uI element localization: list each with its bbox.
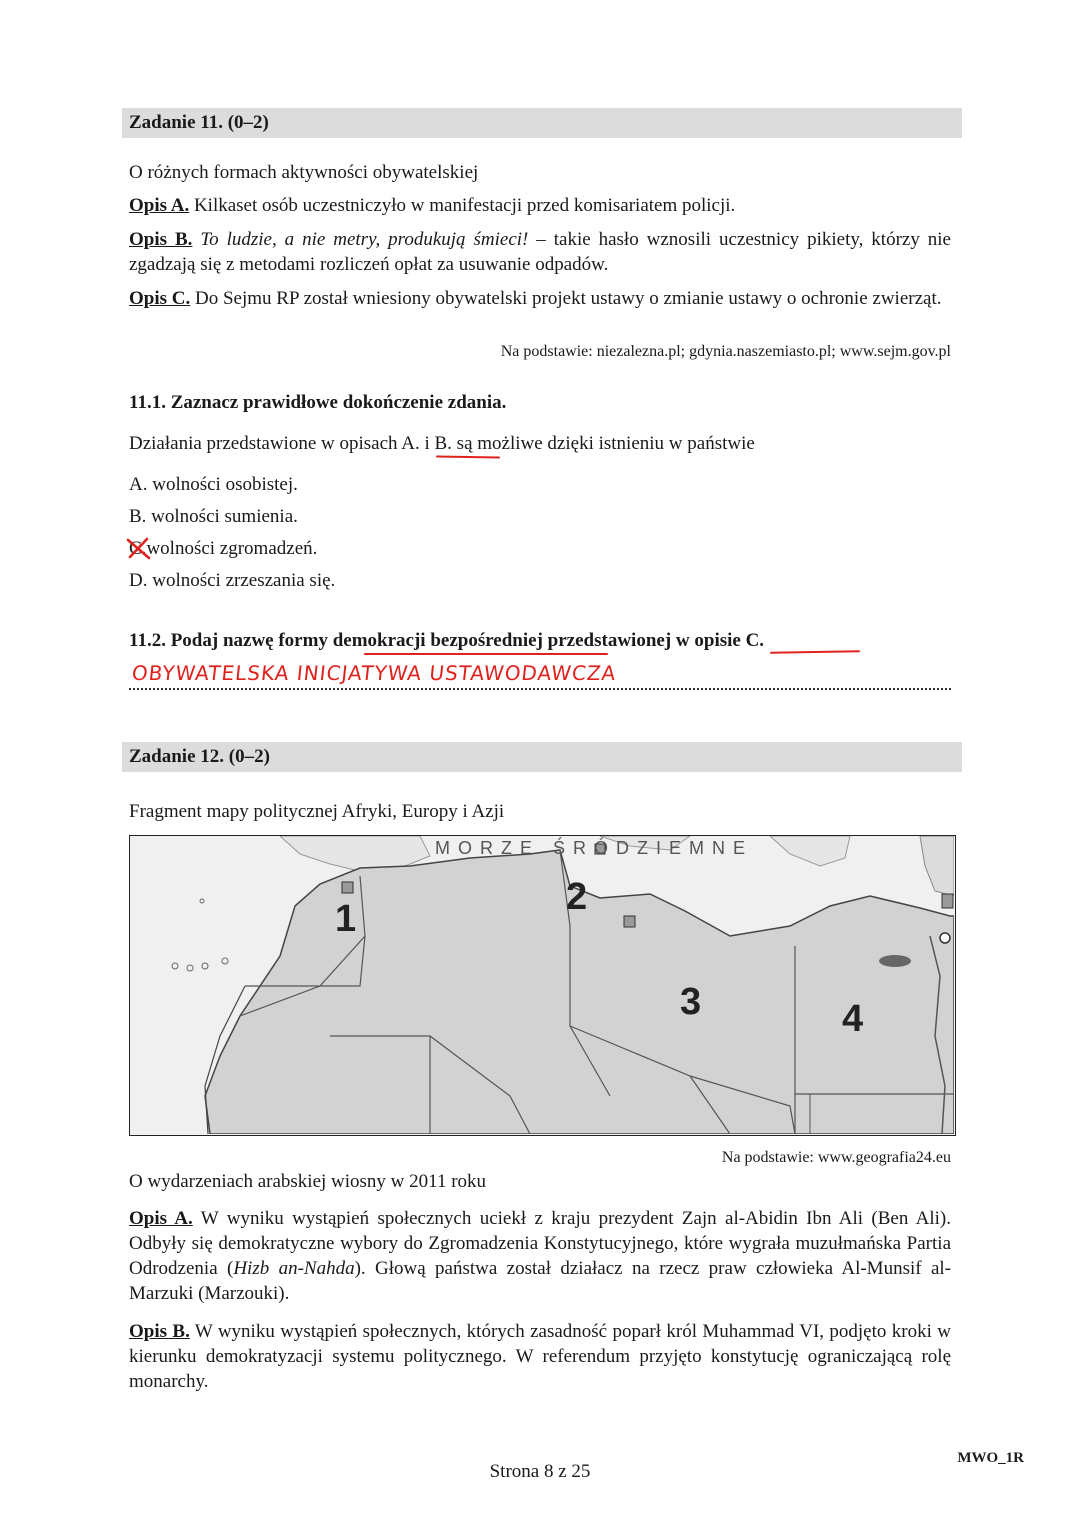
underline-demokracji xyxy=(364,653,608,655)
stem-post: są możliwe dzięki istnieniu w państwie xyxy=(451,433,755,454)
task11-intro: O różnych formach aktywności obywatelskiej xyxy=(129,162,479,183)
page-number: Strona 8 z 25 xyxy=(489,1461,591,1482)
map-number-1: 1 xyxy=(335,898,357,940)
task11-source: Na podstawie: niezalezna.pl; gdynia.naszemiasto.pl; www.sejm.gov.pl xyxy=(500,343,951,360)
t12-desc-b-text: W wyniku wystąpień społecznych, których zasadność poparł król Muhammad VI, podjęto kroki w kierunku demokratyzacji systemu politycznego. W referendum przyjęto konstytucję ograniczającą rolę monarchy. xyxy=(129,1321,951,1392)
q11-1-option-d[interactable]: D. wolności zrzeszania się. xyxy=(129,570,336,591)
task12-sub: O wydarzeniach arabskiej wiosny w 2011 roku xyxy=(129,1171,487,1192)
exam-code: MWO_1R xyxy=(957,1450,1024,1466)
q11-1-option-a[interactable]: A. wolności osobistej. xyxy=(129,474,298,495)
stem-mark: A. i B. xyxy=(401,433,452,454)
desc-c-label: Opis C. xyxy=(129,288,191,309)
q11-1-option-c[interactable] xyxy=(129,536,317,561)
task11-header: Zadanie 11. (0–2) xyxy=(122,108,962,138)
desc-a-label: Opis A. xyxy=(129,195,190,216)
map-svg xyxy=(130,836,954,1134)
task12-desc-a xyxy=(129,1206,951,1306)
underline-ab xyxy=(436,455,500,458)
marked-letter xyxy=(129,536,146,561)
task12-desc-b xyxy=(129,1319,951,1394)
q2-title-mark1: demokracji bezpośredniej xyxy=(332,630,543,651)
t12-desc-a-text1: W wyniku wystąpień społecznych uciekł z kraju prezydent Zajn al-Abidin Ibn Ali (Ben Ali). Odbyły się demokratyczne wybory do Zgromadzenia Konstytucyjnego, które wygrała muzułmańska Partia Odrodzenia ( xyxy=(129,1208,951,1279)
task12-intro: Fragment mapy politycznej Afryki, Europy i Azji xyxy=(129,801,505,822)
task12-header: Zadanie 12. (0–2) xyxy=(122,742,962,772)
sea-label: MORZE ŚRÓDZIEMNE xyxy=(435,838,754,858)
q2-title-pre: 11.2. Podaj nazwę formy xyxy=(129,630,333,651)
map-number-2: 2 xyxy=(566,876,588,918)
cross-mark-icon xyxy=(125,536,153,560)
option-c-text: wolności zgromadzeń. xyxy=(146,538,318,559)
q11-2-title xyxy=(129,628,764,653)
stem-pre: Działania przedstawione w opisach xyxy=(129,433,402,454)
task11-desc-b xyxy=(129,227,951,277)
t12-desc-b-label: Opis B. xyxy=(129,1321,190,1342)
desc-b-quote: To ludzie, a nie metry, produkują śmieci! xyxy=(200,229,529,250)
t12-desc-a-label: Opis A. xyxy=(129,1208,193,1229)
underline-opis-c xyxy=(770,650,860,654)
marked-letter-text: C. xyxy=(129,538,147,559)
q2-title-mid: przedstawionej xyxy=(542,630,676,651)
map-number-4: 4 xyxy=(842,998,864,1040)
desc-b-label: Opis B. xyxy=(129,229,193,250)
task11-desc-c xyxy=(129,286,951,311)
political-map xyxy=(129,835,956,1136)
q11-1-title: 11.1. Zaznacz prawidłowe dokończenie zdania. xyxy=(129,392,507,413)
desc-c-text: Do Sejmu RP został wniesiony obywatelski projekt ustawy o zmianie ustawy o ochronie zwierząt. xyxy=(190,288,942,309)
task11-desc-a xyxy=(129,193,951,218)
desc-a-text: Kilkaset osób uczestniczyło w manifestacji przed komisariatem policji. xyxy=(189,195,736,216)
answer-line[interactable] xyxy=(129,688,951,690)
q11-1-stem xyxy=(129,431,755,456)
handwritten-answer: OBYWATELSKA INICJATYWA USTAWODAWCZA xyxy=(130,661,618,685)
task12-source: Na podstawie: www.geografia24.eu xyxy=(721,1149,951,1166)
q11-1-option-b[interactable]: B. wolności sumienia. xyxy=(129,506,298,527)
map-number-3: 3 xyxy=(680,981,702,1023)
t12-desc-a-italic: Hizb an-Nahda xyxy=(233,1258,355,1279)
t12-desc-a-text2: ). Głową państwa został działacz na rzecz praw człowieka Al-Munsif al-Marzuki (Marzouki). xyxy=(129,1258,951,1304)
q2-title-mark2: w opisie C. xyxy=(675,630,765,651)
desc-b-text: – takie hasło wznosili uczestnicy pikiety, którzy nie zgadzają się z metodami rozliczeń opłat za usuwanie odpadów. xyxy=(129,229,951,275)
